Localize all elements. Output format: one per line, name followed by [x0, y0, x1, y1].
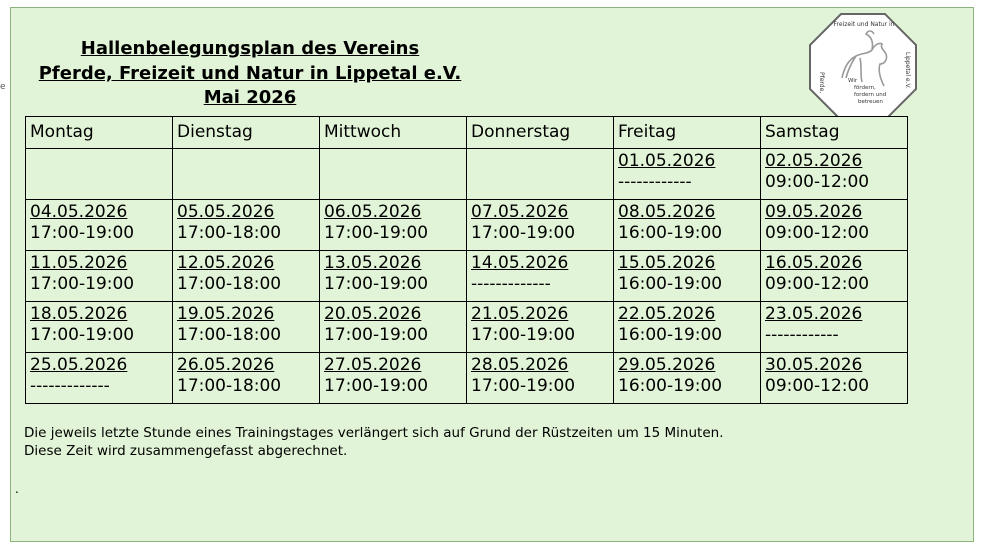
note-line-2: Diese Zeit wird zusammengefasst abgerechnet.: [24, 442, 348, 459]
day-cell: [614, 302, 761, 353]
cell-time: 17:00-18:00: [177, 273, 282, 294]
cell-time: 17:00-19:00: [471, 324, 576, 345]
week-row-1: [26, 149, 908, 200]
day-cell: [173, 200, 320, 251]
cell-time: 17:00-19:00: [30, 222, 135, 243]
cell-date: 16.05.2026: [765, 253, 863, 273]
cell-date: 22.05.2026: [618, 304, 716, 324]
day-cell: [26, 302, 173, 353]
cell-time: ------------: [618, 171, 692, 192]
day-cell: [320, 353, 467, 404]
cell-time: 17:00-19:00: [324, 222, 429, 243]
cell-time: 16:00-19:00: [618, 222, 723, 243]
day-cell: [173, 302, 320, 353]
cell-date: 02.05.2026: [765, 151, 863, 171]
cell-date: 20.05.2026: [324, 304, 422, 324]
cell-time: 17:00-18:00: [177, 222, 282, 243]
day-cell: [26, 353, 173, 404]
cell-date: 07.05.2026: [471, 202, 569, 222]
cell-date: 25.05.2026: [30, 355, 128, 375]
cell-time: -------------: [30, 375, 110, 396]
day-cell: [614, 251, 761, 302]
day-cell: [614, 200, 761, 251]
day-cell: [26, 251, 173, 302]
day-cell: [761, 302, 908, 353]
cell-time: 17:00-19:00: [471, 375, 576, 396]
day-cell: [467, 353, 614, 404]
cell-time: 16:00-19:00: [618, 273, 723, 294]
day-cell: [320, 200, 467, 251]
week-row-4: [26, 302, 908, 353]
cell-time: 09:00-12:00: [765, 171, 870, 192]
cell-date: 27.05.2026: [324, 355, 422, 375]
cell-date: 01.05.2026: [618, 151, 716, 171]
cell-date: 13.05.2026: [324, 253, 422, 273]
week-row-3: [26, 251, 908, 302]
day-cell: [467, 251, 614, 302]
cell-time: 17:00-18:00: [177, 375, 282, 396]
cell-date: 18.05.2026: [30, 304, 128, 324]
day-cell: [26, 149, 173, 200]
logo-slogan-1: Wir: [848, 78, 858, 84]
cell-time: 17:00-19:00: [30, 273, 135, 294]
cell-time: 17:00-19:00: [324, 273, 429, 294]
note: [24, 425, 723, 460]
day-header-dienstag: Dienstag: [173, 117, 320, 149]
week-row-2: [26, 200, 908, 251]
cell-date: 06.05.2026: [324, 202, 422, 222]
title-line-2: Pferde, Freizeit und Natur in Lippetal e.V.: [38, 63, 462, 84]
day-cell: [173, 353, 320, 404]
cell-date: 05.05.2026: [177, 202, 275, 222]
day-header-donnerstag: Donnerstag: [467, 117, 614, 149]
cell-time: 17:00-19:00: [324, 324, 429, 345]
cell-date: 09.05.2026: [765, 202, 863, 222]
cell-date: 29.05.2026: [618, 355, 716, 375]
day-cell: [173, 251, 320, 302]
logo-slogan-3: fordern und: [854, 92, 887, 98]
day-cell: [26, 200, 173, 251]
cell-time: 09:00-12:00: [765, 273, 870, 294]
day-header-samstag: Samstag: [761, 117, 908, 149]
logo-slogan-4: betreuen: [858, 99, 883, 105]
cell-time: -------------: [471, 273, 551, 294]
day-cell: [761, 149, 908, 200]
logo-text-top: Freizeit und Natur in: [833, 21, 895, 28]
day-cell: [614, 149, 761, 200]
cell-time: 09:00-12:00: [765, 375, 870, 396]
cell-time: 17:00-19:00: [471, 222, 576, 243]
day-cell: [320, 302, 467, 353]
day-cell: [320, 251, 467, 302]
day-header-mittwoch: Mittwoch: [320, 117, 467, 149]
cell-date: 26.05.2026: [177, 355, 275, 375]
logo-text-right: Lippetal e.V.: [904, 52, 911, 89]
day-cell: [467, 302, 614, 353]
logo-slogan-2: fördern,: [854, 85, 876, 91]
day-cell: [761, 200, 908, 251]
cell-time: 17:00-19:00: [30, 324, 135, 345]
cell-time: 17:00-19:00: [324, 375, 429, 396]
day-cell: [467, 200, 614, 251]
footer-mark: .: [15, 482, 19, 496]
edge-mark: e: [0, 82, 6, 92]
cell-date: 28.05.2026: [471, 355, 569, 375]
day-header-freitag: Freitag: [614, 117, 761, 149]
cell-date: 19.05.2026: [177, 304, 275, 324]
title-line-3: Mai 2026: [203, 87, 297, 108]
title-line-1: Hallenbelegungsplan des Vereins: [80, 38, 420, 59]
cell-date: 11.05.2026: [30, 253, 128, 273]
cell-time: 16:00-19:00: [618, 375, 723, 396]
club-logo: [808, 12, 918, 122]
cell-date: 30.05.2026: [765, 355, 863, 375]
cell-date: 21.05.2026: [471, 304, 569, 324]
logo-text-left: Pferde,: [818, 72, 825, 94]
cell-time: 16:00-19:00: [618, 324, 723, 345]
cell-date: 23.05.2026: [765, 304, 863, 324]
day-cell: [320, 149, 467, 200]
note-line-1: Die jeweils letzte Stunde eines Trainingstages verlängert sich auf Grund der Rüstzeiten um 15 Minuten.: [24, 425, 724, 441]
cell-date: 04.05.2026: [30, 202, 128, 222]
cell-date: 08.05.2026: [618, 202, 716, 222]
day-cell: [761, 251, 908, 302]
day-cell: [467, 149, 614, 200]
cell-time: 17:00-18:00: [177, 324, 282, 345]
day-cell: [761, 353, 908, 404]
week-row-5: [26, 353, 908, 404]
day-cell: [173, 149, 320, 200]
cell-date: 15.05.2026: [618, 253, 716, 273]
cell-time: ------------: [765, 324, 839, 345]
day-header-montag: Montag: [26, 117, 173, 149]
cell-date: 12.05.2026: [177, 253, 275, 273]
schedule-table: [25, 116, 908, 404]
day-cell: [614, 353, 761, 404]
header-row: [26, 117, 908, 149]
cell-time: 09:00-12:00: [765, 222, 870, 243]
cell-date: 14.05.2026: [471, 253, 569, 273]
